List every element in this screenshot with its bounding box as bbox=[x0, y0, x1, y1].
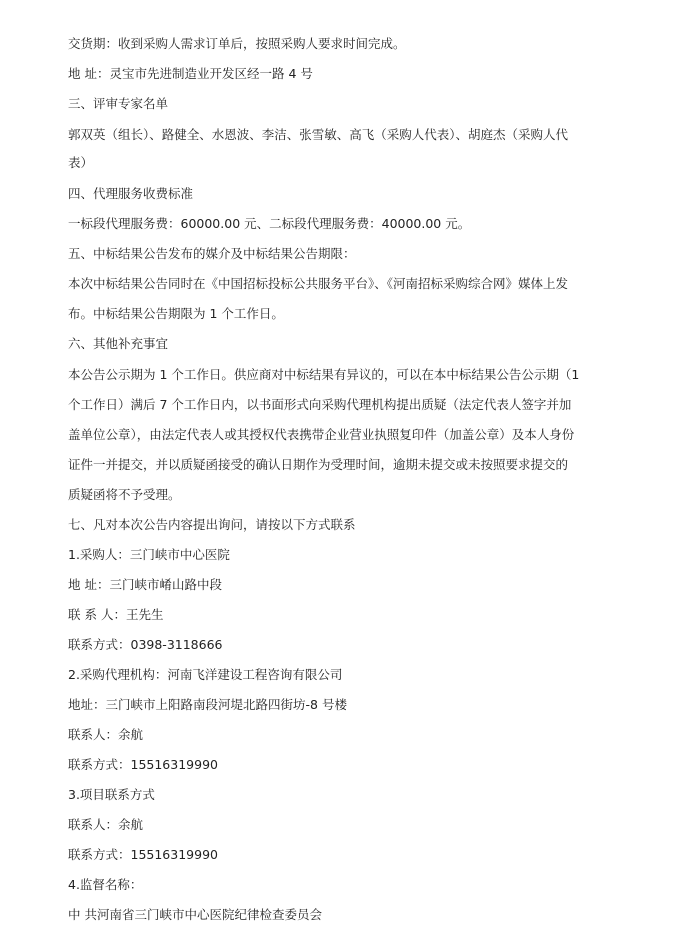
experts-list-line-2: 表） bbox=[68, 155, 94, 170]
other-text-line-2: 个工作日）满后 7 个工作日内，以书面形式向采购代理机构提出质疑（法定代表人签字并加 bbox=[68, 397, 572, 412]
project-contact-person: 联系人：余航 bbox=[68, 817, 144, 832]
delivery-period: 交货期：收到采购人需求订单后，按照采购人要求时间完成。 bbox=[68, 36, 406, 51]
agency-phone: 联系方式：15516319990 bbox=[68, 757, 218, 772]
supervision-name: 中 共河南省三门峡市中心医院纪律检查委员会 bbox=[68, 907, 322, 922]
media-text-line-2: 布。中标结果公告期限为 1 个工作日。 bbox=[68, 306, 284, 321]
section-heading-fees: 四、代理服务收费标准 bbox=[68, 186, 194, 201]
section-heading-other: 六、其他补充事宜 bbox=[68, 336, 169, 351]
purchaser-address: 地 址：三门峡市崤山路中段 bbox=[68, 577, 222, 592]
section-heading-contact: 七、凡对本次公告内容提出询问，请按以下方式联系 bbox=[68, 517, 356, 532]
project-contact-heading: 3.项目联系方式 bbox=[68, 787, 155, 802]
supervision-heading: 4.监督名称： bbox=[68, 877, 143, 892]
media-text-line-1: 本次中标结果公告同时在《中国招标投标公共服务平台》、《河南招标采购综合网》媒体上发 bbox=[68, 276, 569, 291]
fees-text: 一标段代理服务费：60000.00 元、二标段代理服务费：40000.00 元。 bbox=[68, 216, 471, 231]
agency-address: 地址：三门峡市上阳路南段河堤北路四街坊-8 号楼 bbox=[68, 697, 347, 712]
other-text-line-1: 本公告公示期为 1 个工作日。供应商对中标结果有异议的，可以在本中标结果公告公示期（1 bbox=[68, 367, 580, 382]
project-contact-phone: 联系方式：15516319990 bbox=[68, 847, 218, 862]
other-text-line-5: 质疑函将不予受理。 bbox=[68, 487, 181, 502]
purchaser-name: 1.采购人：三门峡市中心医院 bbox=[68, 547, 230, 562]
experts-list-line-1: 郭双英（组长）、路健全、水恩波、李洁、张雪敏、高飞（采购人代表）、胡庭杰（采购人代 bbox=[68, 127, 569, 142]
purchaser-contact-person: 联 系 人：王先生 bbox=[68, 607, 164, 622]
delivery-address: 地 址：灵宝市先进制造业开发区经一路 4 号 bbox=[68, 66, 313, 81]
other-text-line-4: 证件一并提交，并以质疑函接受的确认日期作为受理时间，逾期未提交或未按照要求提交的 bbox=[68, 457, 569, 472]
section-heading-experts: 三、评审专家名单 bbox=[68, 96, 169, 111]
purchaser-phone: 联系方式：0398-3118666 bbox=[68, 637, 223, 652]
agency-contact-person: 联系人：余航 bbox=[68, 727, 144, 742]
section-heading-media: 五、中标结果公告发布的媒介及中标结果公告期限： bbox=[68, 246, 356, 261]
agency-name: 2.采购代理机构：河南飞洋建设工程咨询有限公司 bbox=[68, 667, 343, 682]
other-text-line-3: 盖单位公章），由法定代表人或其授权代表携带企业营业执照复印件（加盖公章）及本人身份 bbox=[68, 427, 575, 442]
